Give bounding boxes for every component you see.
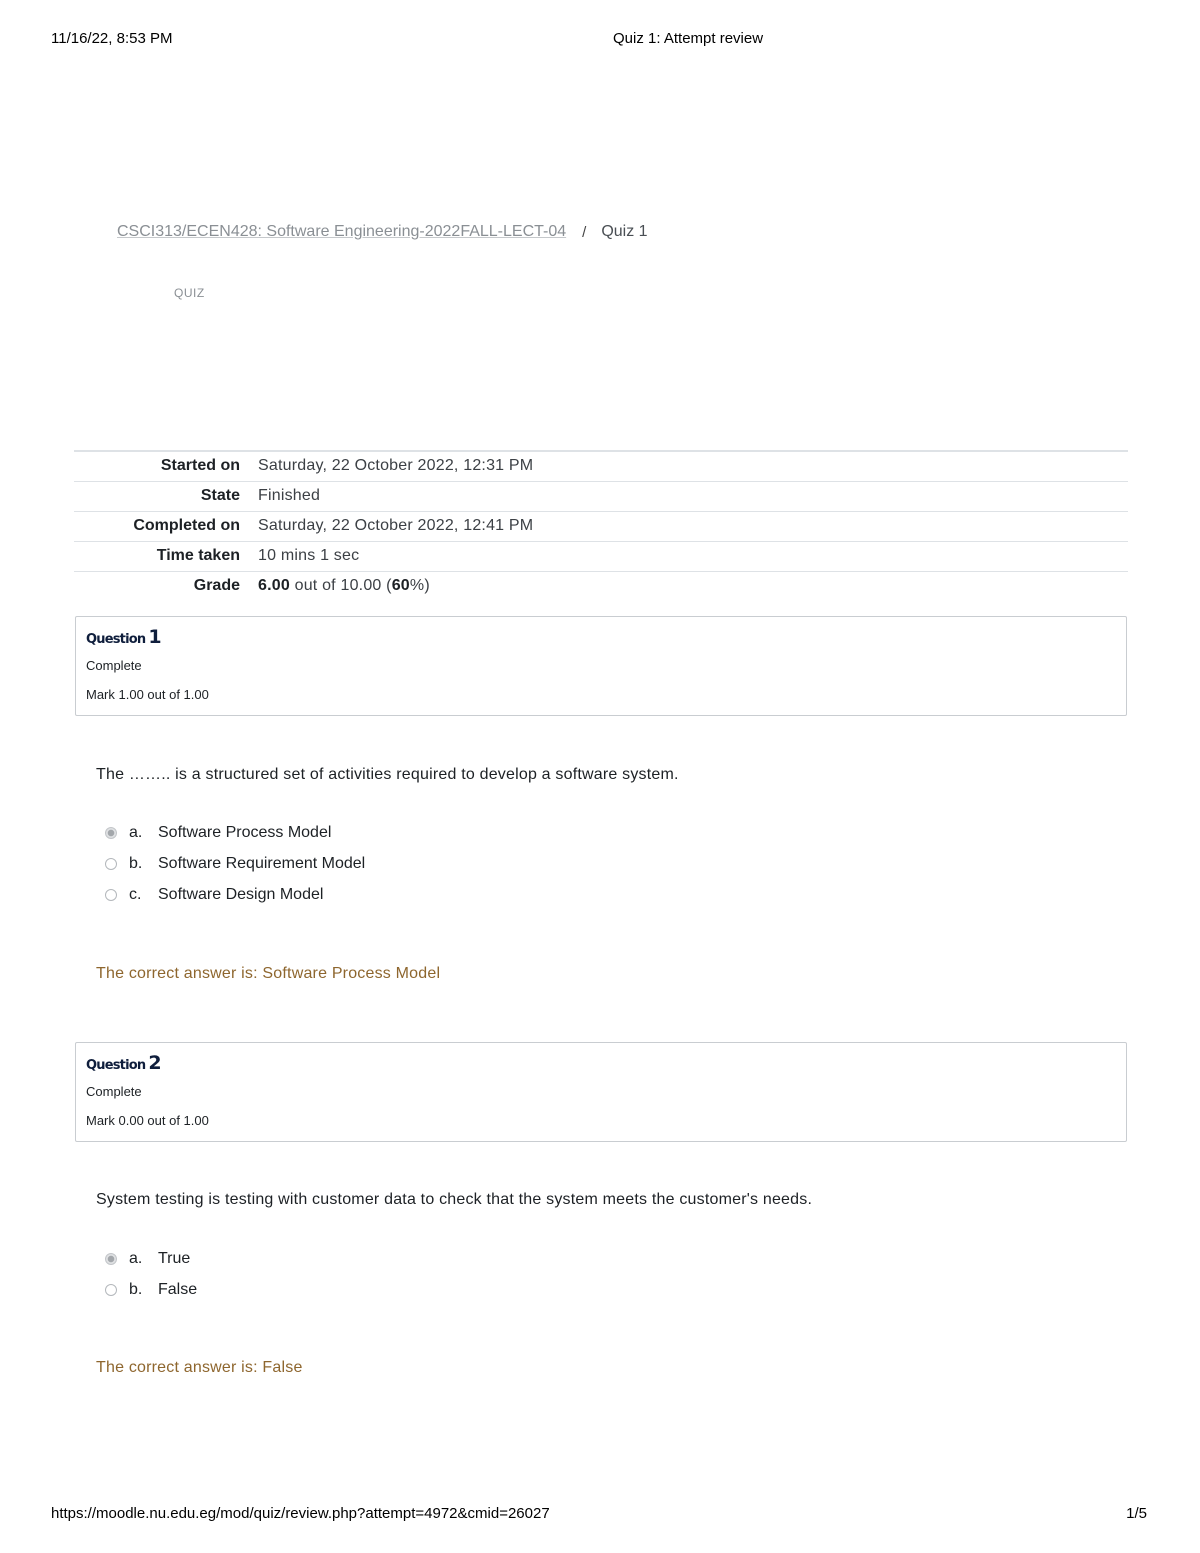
breadcrumb [117, 223, 648, 241]
print-page-number: 1/5 [1126, 1505, 1147, 1522]
question-2-answers [105, 1243, 197, 1305]
question-mark: Mark 0.00 out of 1.00 [86, 1113, 209, 1128]
answer-letter: a. [129, 1249, 143, 1267]
question-1-answers [105, 817, 365, 910]
answer-letter: c. [129, 885, 142, 903]
print-datetime: 11/16/22, 8:53 PM [51, 30, 173, 47]
summary-row-state [74, 481, 1128, 511]
answer-option [105, 848, 365, 879]
breadcrumb-current: Quiz 1 [601, 223, 648, 240]
grade-label: Grade [193, 577, 240, 595]
answer-option [105, 879, 365, 910]
question-1-info [75, 616, 1127, 716]
radio-icon[interactable] [105, 1284, 117, 1296]
question-word: Question [86, 632, 146, 647]
question-state: Complete [86, 658, 142, 673]
question-number-value: 1 [148, 626, 162, 648]
activity-type-label: QUIZ [174, 286, 205, 300]
summary-label: State [200, 487, 240, 504]
summary-row-started [74, 451, 1128, 481]
answer-option [105, 817, 365, 848]
question-word: Question [86, 1058, 146, 1073]
summary-label: Started on [160, 457, 240, 475]
answer-text: False [158, 1280, 198, 1298]
question-2-text: System testing is testing with customer data to check that the system meets the customer's needs. [96, 1191, 813, 1208]
answer-text: Software Design Model [158, 885, 324, 903]
summary-label: Time taken [156, 547, 240, 564]
print-page-title: Quiz 1: Attempt review [613, 30, 764, 47]
answer-letter: b. [129, 1280, 143, 1298]
radio-icon[interactable] [105, 889, 117, 901]
summary-value: Finished [258, 487, 321, 504]
answer-option [105, 1274, 197, 1305]
answer-text: Software Requirement Model [158, 854, 366, 872]
breadcrumb-separator: / [582, 223, 587, 241]
answer-letter: a. [129, 823, 143, 841]
grade-out-of: out of 10.00 ( [289, 577, 392, 595]
summary-row-time-taken [74, 541, 1128, 571]
answer-text: True [158, 1249, 191, 1267]
radio-icon[interactable] [105, 858, 117, 870]
summary-value: 10 mins 1 sec [258, 547, 360, 564]
grade-score: 6.00 [258, 577, 290, 595]
summary-row-completed [74, 511, 1128, 541]
question-state: Complete [86, 1084, 142, 1099]
radio-selected-icon[interactable] [105, 1253, 117, 1265]
summary-label: Completed on [133, 517, 240, 534]
answer-text: Software Process Model [158, 823, 332, 841]
grade-suffix: %) [409, 577, 430, 595]
radio-selected-icon[interactable] [105, 827, 117, 839]
question-2-info [75, 1042, 1127, 1142]
answer-letter: b. [129, 854, 143, 872]
summary-row-grade [74, 571, 1128, 601]
breadcrumb-course-link[interactable]: CSCI313/ECEN428: Software Engineering-2022FALL-LECT-04 [117, 223, 567, 240]
question-2-correct-answer: The correct answer is: False [96, 1359, 303, 1376]
question-mark: Mark 1.00 out of 1.00 [86, 687, 209, 702]
grade-value [258, 571, 1128, 601]
question-1-correct-answer: The correct answer is: Software Process Model [96, 965, 441, 982]
question-number-value: 2 [148, 1052, 162, 1074]
question-number [86, 1052, 1116, 1076]
question-number [86, 626, 1116, 650]
summary-value: Saturday, 22 October 2022, 12:41 PM [258, 517, 534, 534]
summary-value: Saturday, 22 October 2022, 12:31 PM [258, 457, 534, 475]
attempt-summary-table [74, 450, 1128, 601]
print-url: https://moodle.nu.edu.eg/mod/quiz/review.php?attempt=4972&cmid=26027 [51, 1505, 550, 1522]
question-1-text: The …….. is a structured set of activities required to develop a software system. [96, 766, 679, 783]
answer-option [105, 1243, 197, 1274]
grade-percent: 60 [391, 577, 410, 595]
